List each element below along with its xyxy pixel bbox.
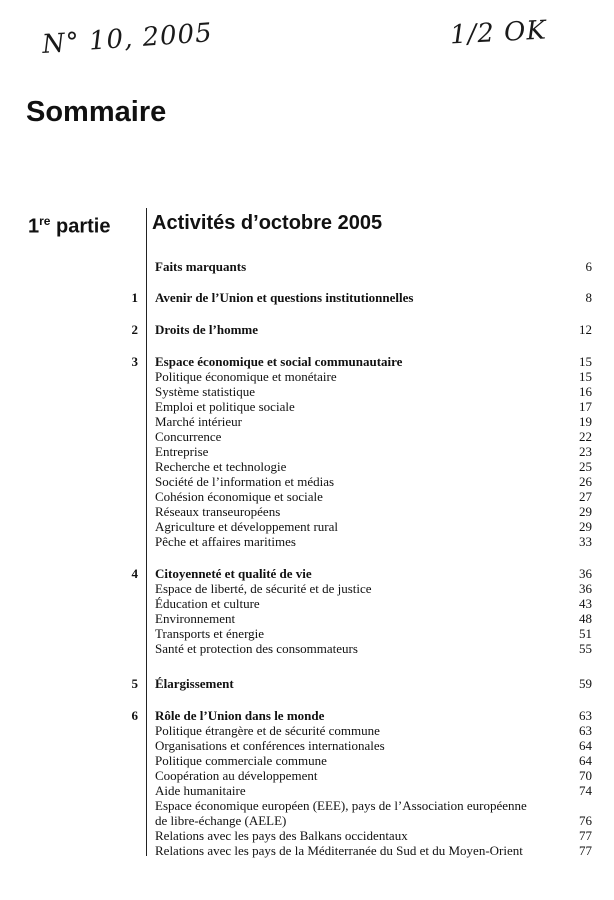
toc-subsection-row <box>0 626 614 641</box>
toc-entry-title: Avenir de l’Union et questions institutionnelles <box>155 290 414 305</box>
toc-page-number: 17 <box>579 399 592 414</box>
toc-page-number: 12 <box>579 322 592 337</box>
toc-page-number: 16 <box>579 384 592 399</box>
toc-entry-title: Concurrence <box>155 429 222 444</box>
toc-subsection-row <box>0 534 614 549</box>
toc-section-number: 1 <box>131 290 138 305</box>
part-label <box>28 214 111 239</box>
toc-entry-title: Espace économique européen (EEE), pays de l’Association européenne <box>155 798 527 813</box>
toc-page-number: 77 <box>579 828 592 843</box>
toc-entry-title: de libre-échange (AELE) <box>155 813 287 828</box>
toc-entry-title: Politique étrangère et de sécurité commune <box>155 723 380 738</box>
toc-section-row <box>0 354 614 369</box>
toc-page-number: 74 <box>579 783 592 798</box>
toc-page-number: 29 <box>579 519 592 534</box>
toc-entry-title: Système statistique <box>155 384 256 399</box>
toc-entry-title: Citoyenneté et qualité de vie <box>155 566 312 581</box>
toc-entry-title: Faits marquants <box>155 259 247 274</box>
toc-page-number: 6 <box>585 259 592 274</box>
toc-subsection-row <box>0 581 614 596</box>
toc-subsection-row <box>0 783 614 798</box>
toc-entry-title: Entreprise <box>155 444 209 459</box>
toc-entry-title: Espace économique et social communautaire <box>155 354 403 369</box>
toc-page-number: 33 <box>579 534 592 549</box>
toc-page-number: 36 <box>579 581 592 596</box>
toc-subsection-row <box>0 474 614 489</box>
toc-subsection-row <box>0 444 614 459</box>
toc-section-row <box>0 259 614 274</box>
toc-entry-title: Santé et protection des consommateurs <box>155 641 358 656</box>
toc-page-number: 63 <box>579 708 592 723</box>
toc-entry-title: Environnement <box>155 611 236 626</box>
toc-subsection-row <box>0 611 614 626</box>
part-title: Activités d’octobre 2005 <box>152 212 383 234</box>
handwritten-note-right: 1/2 OK <box>449 15 548 51</box>
toc-page-number: 70 <box>579 768 592 783</box>
toc-page-number: 29 <box>579 504 592 519</box>
toc-subsection-row <box>0 641 614 656</box>
toc-entry-title: Politique commerciale commune <box>155 753 327 768</box>
toc-section-number: 5 <box>131 676 138 691</box>
toc-subsection-row <box>0 519 614 534</box>
toc-page-number: 64 <box>579 753 592 768</box>
toc-page-number: 26 <box>579 474 592 489</box>
toc-entry-title: Société de l’information et médias <box>155 474 335 489</box>
toc-entry-title: Marché intérieur <box>155 414 242 429</box>
toc-entry-title: Pêche et affaires maritimes <box>155 534 296 549</box>
toc-entry-title: Réseaux transeuropéens <box>155 504 281 519</box>
toc-page-number: 25 <box>579 459 592 474</box>
toc-section-row <box>0 708 614 723</box>
toc-page-number: 48 <box>579 611 592 626</box>
toc-subsection-row <box>0 414 614 429</box>
toc-entry-title: Relations avec les pays des Balkans occidentaux <box>155 828 408 843</box>
toc-entry-title: Cohésion économique et sociale <box>155 489 323 504</box>
toc-page-number: 27 <box>579 489 592 504</box>
toc-page-number: 64 <box>579 738 592 753</box>
toc-page-number: 51 <box>579 626 592 641</box>
toc-entry-title: Aide humanitaire <box>155 783 246 798</box>
toc-subsection-row <box>0 459 614 474</box>
toc-subsection-row <box>0 384 614 399</box>
handwritten-note-left: N° 10, 2005 <box>41 18 214 60</box>
toc-entry-title: Agriculture et développement rural <box>155 519 339 534</box>
toc-section-row <box>0 322 614 337</box>
toc-page-number: 43 <box>579 596 592 611</box>
toc-page-number: 15 <box>579 369 592 384</box>
toc-section-row <box>0 566 614 581</box>
toc-page-number: 8 <box>585 290 592 305</box>
toc-subsection-row <box>0 738 614 753</box>
toc-section-number: 6 <box>131 708 138 723</box>
toc-entry-title: Éducation et culture <box>155 596 260 611</box>
toc-page-number: 19 <box>579 414 592 429</box>
toc-subsection-row <box>0 504 614 519</box>
toc-entry-title: Transports et énergie <box>155 626 265 641</box>
toc-section-number: 3 <box>131 354 138 369</box>
toc-entry-title: Rôle de l’Union dans le monde <box>155 708 325 723</box>
toc-subsection-row <box>0 768 614 783</box>
toc-entry-title: Emploi et politique sociale <box>155 399 295 414</box>
toc-subsection-row <box>0 723 614 738</box>
toc-entry-title: Droits de l’homme <box>155 322 259 337</box>
toc-entry-title: Élargissement <box>155 676 234 691</box>
toc-page-number: 59 <box>579 676 592 691</box>
page-title: Sommaire <box>26 96 167 128</box>
toc-page-number: 22 <box>579 429 592 444</box>
toc-section-number: 4 <box>131 566 138 581</box>
toc-page-number: 77 <box>579 843 592 858</box>
toc-section-row <box>0 290 614 305</box>
toc-page-number: 36 <box>579 566 592 581</box>
toc-subsection-row <box>0 813 614 828</box>
part-ordinal-suffix: re <box>39 214 51 228</box>
toc-entry-title: Organisations et conférences internationales <box>155 738 385 753</box>
toc-subsection-row <box>0 828 614 843</box>
toc-entry-title: Relations avec les pays de la Méditerranée du Sud et du Moyen-Orient <box>155 843 523 858</box>
part-word: partie <box>50 215 111 238</box>
toc-entry-title: Recherche et technologie <box>155 459 287 474</box>
toc-section-row <box>0 676 614 691</box>
toc-subsection-row <box>0 369 614 384</box>
toc-subsection-row <box>0 429 614 444</box>
toc-subsection-row <box>0 843 614 858</box>
toc-entry-title: Coopération au développement <box>155 768 318 783</box>
toc-subsection-row <box>0 596 614 611</box>
toc-page-number: 23 <box>579 444 592 459</box>
toc-page-number: 15 <box>579 354 592 369</box>
toc-subsection-row <box>0 753 614 768</box>
toc-section-number: 2 <box>131 322 138 337</box>
toc-entry-title: Espace de liberté, de sécurité et de justice <box>155 581 372 596</box>
part-number: 1 <box>28 215 40 238</box>
toc-subsection-row <box>0 399 614 414</box>
toc-page-number: 76 <box>579 813 592 828</box>
toc-subsection-row <box>0 489 614 504</box>
toc-entry-title: Politique économique et monétaire <box>155 369 337 384</box>
toc-subsection-row <box>0 798 614 813</box>
toc-page-number: 63 <box>579 723 592 738</box>
toc-page-number: 55 <box>579 641 592 656</box>
